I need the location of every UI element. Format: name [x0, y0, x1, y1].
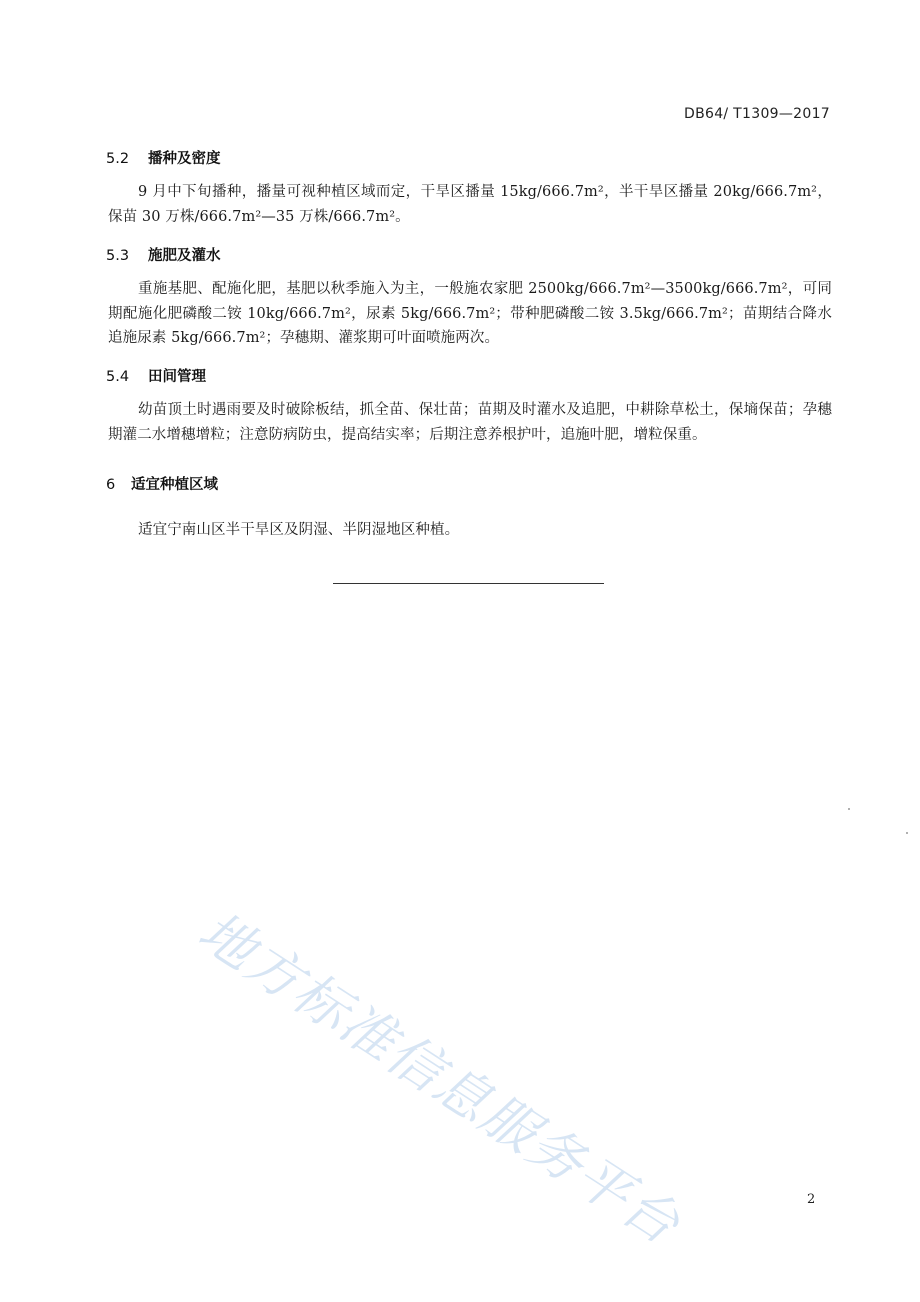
section-title: 施肥及灌水 [148, 248, 221, 264]
section-title: 播种及密度 [148, 151, 221, 167]
section-heading-5-4 [106, 365, 206, 386]
section-heading-5-2 [106, 147, 221, 168]
section-number: 5.2 [106, 151, 130, 167]
end-rule [333, 583, 604, 584]
page-number: 2 [807, 1192, 816, 1207]
document-code: DB64/ T1309—2017 [684, 106, 830, 122]
section-paragraph-5-4: 幼苗顶土时遇雨要及时破除板结，抓全苗、保壮苗；苗期及时灌水及追肥，中耕除草松土，保墒保苗；孕穗期灌二水增穗增粒；注意防病防虫，提高结实率；后期注意养根护叶，追施叶肥，增粒保重。 [108, 402, 832, 443]
section-title: 田间管理 [148, 369, 206, 385]
scan-speck [848, 808, 850, 810]
section-heading-5-3 [106, 244, 221, 265]
section-number: 5.4 [106, 369, 130, 385]
section-paragraph-6: 适宜宁南山区半干旱区及阴湿、半阴湿地区种植。 [138, 522, 460, 538]
section-paragraph-5-3: 重施基肥、配施化肥，基肥以秋季施入为主，一般施农家肥 2500kg/666.7m²—3500kg/666.7m²，可同期配施化肥磷酸二铵 10kg/666.7m²，尿素 5kg/666.7m²；带种肥磷酸二铵 3.5kg/666.7m²；苗期结合降水追施尿素 5kg/666.7m²；孕穗期、灌浆期可叶面喷施两次。 [108, 281, 832, 346]
watermark-text: 地方标准信息服务平台 [187, 899, 692, 1258]
section-number: 5.3 [106, 248, 130, 264]
section-title: 适宜种植区域 [131, 477, 218, 493]
section-paragraph-5-2: 9 月中下旬播种，播量可视种植区域而定，干旱区播量 15kg/666.7m²，半干旱区播量 20kg/666.7m²，保苗 30 万株/666.7m²—35 万株/666.7m²。 [108, 184, 832, 225]
scan-speck [906, 832, 908, 834]
section-number: 6 [106, 477, 116, 493]
section-heading-6 [106, 473, 218, 494]
